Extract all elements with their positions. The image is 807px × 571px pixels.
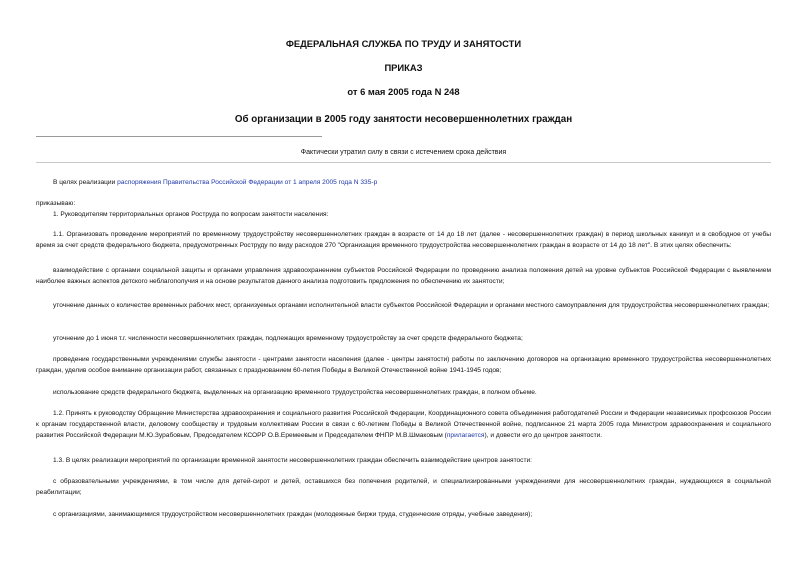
agency-name: ФЕДЕРАЛЬНАЯ СЛУЖБА ПО ТРУДУ И ЗАНЯТОСТИ (285, 38, 522, 49)
paragraph-1-1: 1.1. Организовать проведение мероприятий по временному трудоустройству несовершеннолетних граждан в возрасте от 14 до 18 лет (далее - несовершеннолетних граждан) в период школьных каникул и в свободное от учебы время за счет средств федерального бюджета, предусмотренных Роструду по виду расходов 270 "Организация временного трудоустройства несовершеннолетних граждан в возрасте от 14 до 18 лет". В этих целях обеспечить: (36, 231, 771, 249)
document-title: Об организации в 2005 году занятости несовершеннолетних граждан (234, 114, 573, 125)
list-item-headcount: уточнение до 1 июня т.г. численности несовершеннолетних граждан, подлежащих временному трудоустройству за счет средств федерального бюджета; (53, 335, 523, 342)
document-date-number: от 6 мая 2005 года N 248 (347, 86, 460, 97)
list-item-temporary-jobs: уточнение данных о количестве временных рабочих мест, организуемых органами исполнительной власти субъектов Российской Федерации и органами местного самоуправления для трудоустройства несовершеннолетних граждан; (53, 302, 770, 309)
paragraph-1-3: 1.3. В целях реализации мероприятий по организации временной занятости несовершеннолетних граждан обеспечить взаимодействие центров занятости: (53, 457, 533, 464)
header-divider-long (36, 162, 771, 163)
government-order-link[interactable]: распоряжения Правительства Российской Федерации от 1 апреля 2005 года N 335-р (117, 179, 378, 186)
order-word: приказываю: (36, 200, 76, 207)
list-item-educational-institutions: с образовательными учреждениями, в том числе для детей-сирот и детей, оставшихся без попечения родителей, и специализированными учреждениями для несовершеннолетних граждан, нуждающихся в социальной реабилитации; (36, 478, 771, 496)
paragraph-1-2 (36, 408, 771, 441)
attachment-link[interactable]: прилагается (446, 432, 485, 439)
list-item-budget-use: использование средств федерального бюджета, выделенных на организацию временного трудоустройства несовершеннолетних граждан, в полном объеме. (53, 389, 537, 396)
document-type: ПРИКАЗ (384, 62, 423, 73)
status-note: Фактически утратил силу в связи с истечением срока действия (300, 149, 507, 156)
paragraph-1-2-text: 1.2. Принять к руководству Обращение Министерства здравоохранения и социального развития Российской Федерации, Координационного совета объединения работодателей России и Федерации независимых профсоюзов России к органам государственной власти, деловому сообществу и трудовым коллективам России в связи с 60-летием Победы в Великой Отечественной войне, подписанное 21 марта 2005 года Министром здравоохранения и социального развития Российской Федерации М.Ю.Зурабовым, Председателем КСОРР О.В.Еремеевым и Председателем ФНПР М.В.Шмаковым ( (36, 410, 771, 439)
list-item-health-analysis: взаимодействие с органами социальной защиты и органами управления здравоохранением субъектов Российской Федерации по проведению анализа положения детей на уровне субъектов Российской Федерации с выявлением наиболее важных аспектов детского неблагополучия и на основе результатов данного анализа подготовить предложения по обеспечению их занятости; (36, 267, 771, 285)
intro-prefix: В целях реализации (53, 179, 118, 186)
paragraph-1-2-end: ), и довести его до центров занятости. (484, 432, 603, 439)
paragraph-1: 1. Руководителям территориальных органов Роструда по вопросам занятости населения: (53, 211, 329, 218)
intro-paragraph (36, 177, 771, 188)
header-divider-short (36, 136, 322, 137)
list-item-employment-organizations: с организациями, занимающимися трудоустройством несовершеннолетних граждан (молодежные биржи труда, студенческие отряды, учебные заведения); (53, 511, 533, 518)
list-item-employment-centers: проведение государственными учреждениями службы занятости - центрами занятости населения (далее - центры занятости) работы по заключению договоров на организацию временного трудоустройства несовершеннолетних граждан, уделив особое внимание организации работ, связанных с празднованием 60-летия Победы в Великой Отечественной войне 1941-1945 годов; (36, 356, 771, 374)
